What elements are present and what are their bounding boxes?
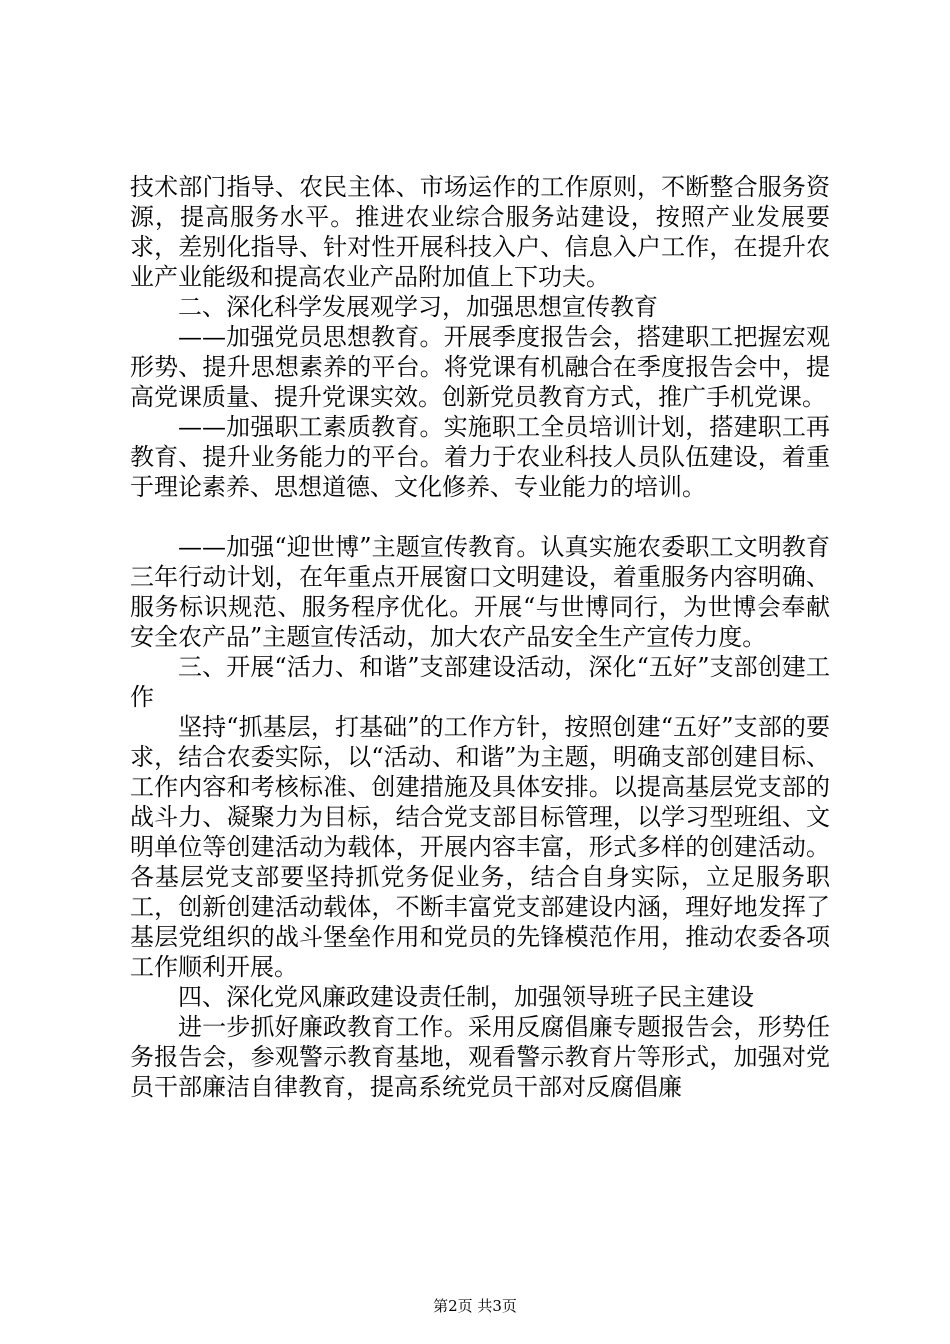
paragraph-integrity-education: 进一步抓好廉政教育工作。采用反腐倡廉专题报告会，形势任务报告会，参观警示教育基地，观看警示教育片等形式，加强对党员干部廉洁自律教育，提高系统党员干部对反腐倡廉	[130, 1013, 830, 1101]
paragraph-branch-building: 坚持“抓基层，打基础”的工作方针，按照创建“五好”支部的要求，结合农委实际，以“活动、和谐”为主题，明确支部创建目标、工作内容和考核标准、创建措施及具体安排。以提高基层党支部的战斗力、凝聚力为目标，结合党支部目标管理，以学习型班组、文明单位等创建活动为载体，开展内容丰富，形式多样的创建活动。各基层党支部要坚持抓党务促业务，结合自身实际，立足服务职工，创新创建活动载体，不断丰富党支部建设内涵，理好地发挥了基层党组织的战斗堡垒作用和党员的先锋模范作用，推动农委各项工作顺利开展。	[130, 713, 830, 981]
section-heading-4: 四、深化党风廉政建设责任制，加强领导班子民主建设	[178, 983, 754, 1011]
section-heading-2: 二、深化科学发展观学习，加强思想宣传教育	[178, 293, 658, 321]
paragraph-continued: 技术部门指导、农民主体、市场运作的工作原则，不断整合服务资源，提高服务水平。推进农业综合服务站建设，按照产业发展要求，差别化指导、针对性开展科技入户、信息入户工作，在提升农业产业能级和提高农业产品附加值上下功夫。	[130, 173, 830, 291]
page-footer	[0, 1296, 950, 1316]
paragraph-party-education: ——加强党员思想教育。开展季度报告会，搭建职工把握宏观形势、提升思想素养的平台。将党课有机融合在季度报告会中，提高党课质量、提升党课实效。创新党员教育方式，推广手机党课。	[130, 323, 830, 411]
paragraph-staff-education: ——加强职工素质教育。实施职工全员培训计划，搭建职工再教育、提升业务能力的平台。着力于农业科技人员队伍建设，着重于理论素养、思想道德、文化修养、专业能力的培训。	[130, 413, 830, 501]
section-heading-3: 三、开展“活力、和谐”支部建设活动，深化“五好”支部创建工作	[130, 653, 830, 711]
paragraph-expo-education: ——加强“迎世博”主题宣传教育。认真实施农委职工文明教育三年行动计划，在年重点开展窗口文明建设，着重服务内容明确、服务标识规范、服务程序优化。开展“与世博同行，为世博会奉献安全农产品”主题宣传活动，加大农产品安全生产宣传力度。	[130, 533, 830, 651]
document-body	[130, 172, 830, 1102]
page-number: 第2页 共3页	[433, 1297, 517, 1315]
